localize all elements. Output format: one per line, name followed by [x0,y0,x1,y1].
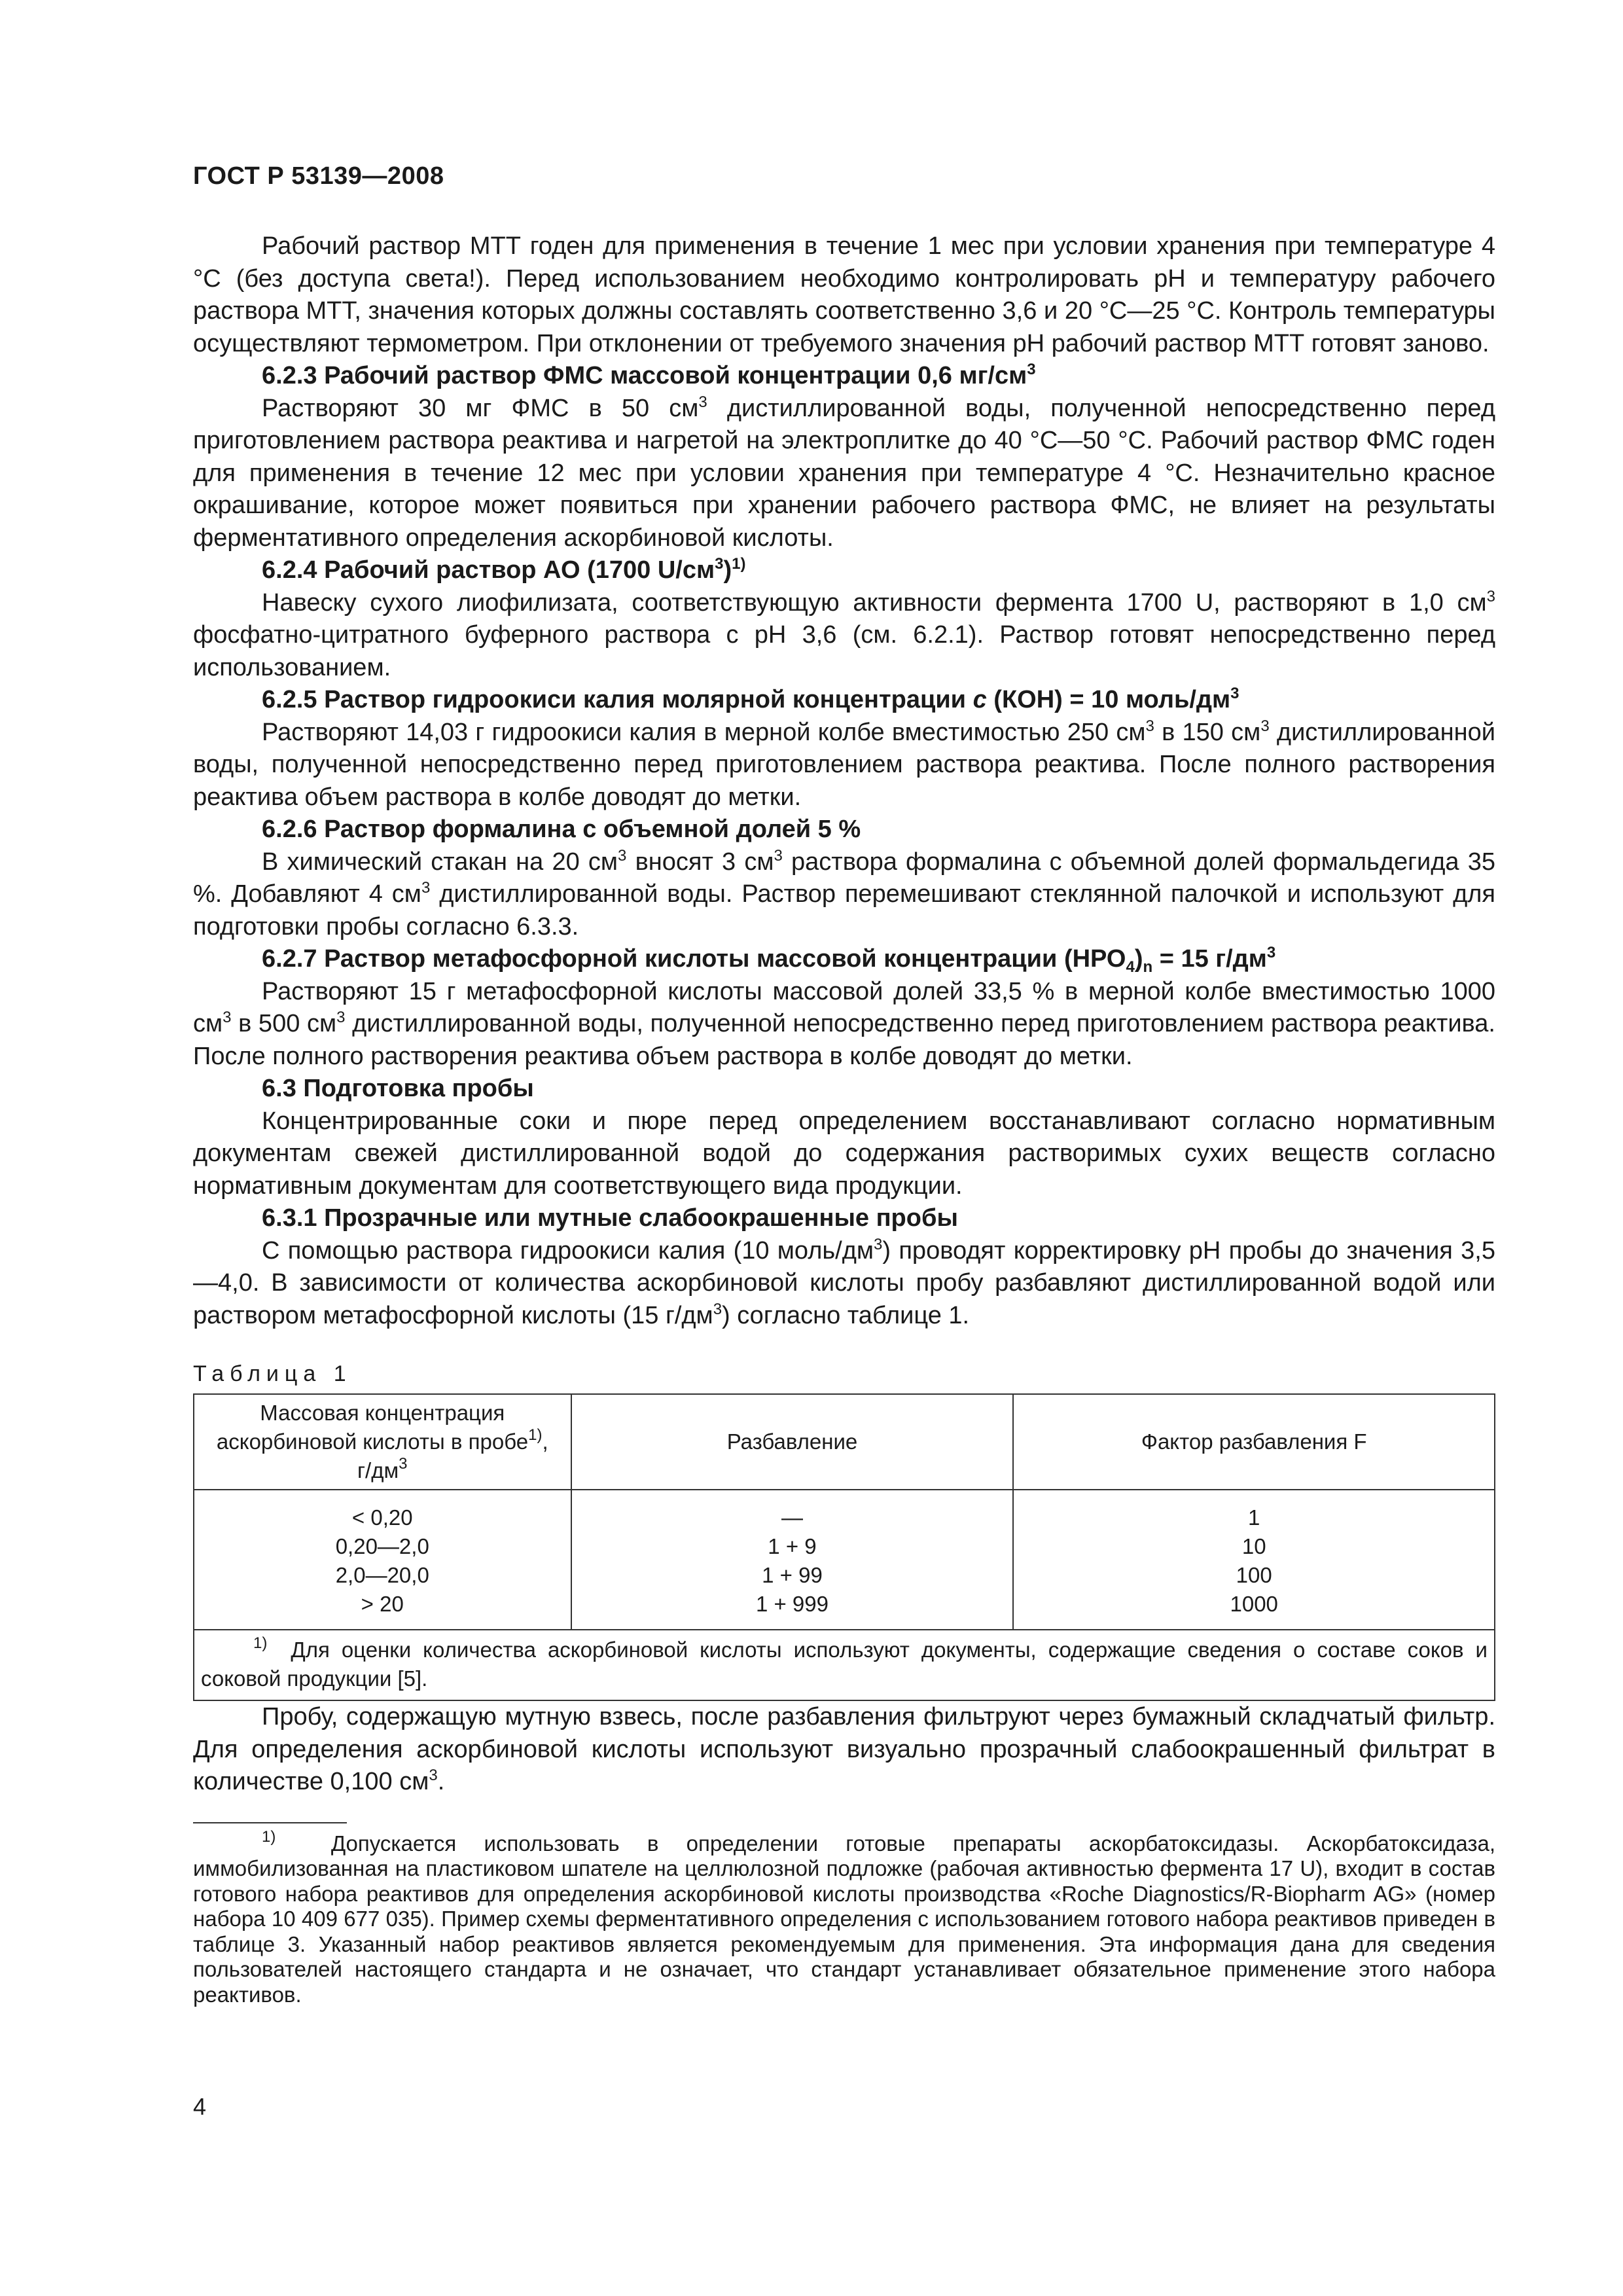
page-number: 4 [193,2093,207,2120]
section-heading-6-3: 6.3 Подготовка пробы [262,1075,534,1102]
table-footnote: $^{1)}$ Для оценки количества аскорбиновой кислоты используют документы, содержащие сведения о составе соков и соковой продукции [5]. [194,1630,1495,1700]
paragraph-filtration: Пробу, содержащую мутную взвесь, после разбавления фильтруют через бумажный складчатый фильтр. Для определения аскорбиновой кислоты используют визуально прозрачный слабоокрашенный фильтрат в количестве 0,100 $см^3$. [193,1703,1495,1795]
section-heading-6-2-7: 6.2.7 Раствор метафосфорной кислоты массовой концентрации $(НРО_4)_n = 15$ $г/дм^3$ [262,944,1276,976]
dilution-factor-values: 1 10 100 1000 [1013,1490,1495,1630]
paragraph-6-3: Концентрированные соки и пюре перед определением восстанавливают согласно нормативным документам свежей дистиллированной водой до содержания растворимых сухих веществ согласно нормативным документам для соответствующего вида продукции. [193,1107,1495,1200]
paragraph-6-3-1: С помощью раствора гидроокиси калия (10 моль/$дм^3$) проводят корректировку pH пробы до значения 3,5—4,0. В зависимости от количества аскорбиновой кислоты пробу разбавляют дистиллированной водой или раствором метафосфорной кислоты (15 $г/дм^3$) согласно таблице 1. [193,1235,1495,1329]
section-heading-6-2-6: 6.2.6 Раствор формалина с объемной долей 5 % [262,816,861,843]
section-heading-6-2-4: 6.2.4 Рабочий раствор АО (1700 $U/см^3)^{1)}$ [262,555,746,584]
paragraph-6-2-7: Растворяют 15 г метафосфорной кислоты массовой долей 33,5 % в мерной колбе вместимостью 1000 $см^3$ в 500 $см^3$ дистиллированной воды, полученной непосредственно перед приготовлением раствора реактива. После полного растворения реактива объем раствора в колбе доводят до метки. [193,977,1495,1070]
paragraph-6-2-3: Растворяют 30 мг ФМС в 50 $см^3$ дистиллированной воды, полученной непосредственно перед приготовлением раствора реактива и нагретой на электроплитке до 40 °С—50 °С. Рабочий раствор ФМС годен для применения в течение 12 мес при условии хранения при температуре 4 °С. Незначительно красное окрашивание, которое может появиться при хранении рабочего раствора ФМС, не влияет на результаты ферментативного определения аскорбиновой кислоты. [193,393,1495,552]
header-dilution-factor: Фактор разбавления F [1013,1394,1495,1490]
page-footnote: $^{1)}$ Допускается использовать в определении готовые препараты аскорбатоксидазы. Аскорбатоксидаза, иммобилизованная на пластиковом шпателе на целлюлозной подложке (рабочая активностью фермента 17 U), входит в состав готового набора реактивов для определения аскорбиновой кислоты производства «Roche Diagnostics/R-Biopharm AG» (номер набора 10 409 677 035). Пример схемы ферментативного определения с использованием готового набора реактивов приведен в таблице 3. Указанный набор реактивов является рекомендуемым для применения. Эта информация дана для сведения пользователей настоящего стандарта и не означает, что стандарт устанавливает обязательное применение этого набора реактивов. [193,1827,1495,2007]
document-code-header: ГОСТ Р 53139—2008 [193,162,444,190]
document-body [193,230,1495,2007]
paragraph-6-2-5: Растворяют 14,03 г гидроокиси калия в мерной колбе вместимостью 250 $см^3$ в 150 $см^3$ дистиллированной воды, полученной непосредственно перед приготовлением раствора реактива. После полного растворения реактива объем раствора в колбе доводят до метки. [193,717,1496,811]
dilution-values: — 1 + 9 1 + 99 1 + 999 [571,1490,1014,1630]
header-dilution: Разбавление [571,1394,1014,1490]
concentration-values: < 0,20 0,20—2,0 2,0—20,0 > 20 [194,1490,571,1630]
paragraph-6-2-6: В химический стакан на 20 $см^3$ вносят 3 $см^3$ раствора формалина с объемной долей формальдегида 35 %. Добавляют 4 $см^3$ дистиллированной воды. Раствор перемешивают стеклянной палочкой и используют для подготовки пробы согласно 6.3.3. [193,846,1496,941]
section-heading-6-2-3: 6.2.3 Рабочий раствор ФМС массовой концентрации 0,6 $мг/см^3$ [262,361,1036,389]
dilution-table [193,1393,1495,1701]
table-footnote-row [194,1630,1495,1700]
section-heading-6-3-1: 6.3.1 Прозрачные или мутные слабоокрашенные пробы [262,1204,958,1232]
paragraph-mtt-storage: Рабочий раствор МТТ годен для применения в течение 1 мес при условии хранения при температуре 4 °С (без доступа света!). Перед использованием необходимо контролировать pH и температуру рабочего раствора МТТ, значения которых должны составлять соответственно 3,6 и 20 °С—25 °С. Контроль температуры осуществляют термометром. При отклонении от требуемого значения pH рабочий раствор МТТ готовят заново. [193,232,1495,357]
header-concentration: Массовая концентрация аскорбиновой кислоты в пробе$^{1)}$, $г/дм^3$ [194,1394,571,1490]
footnote-ref: 1) [732,555,746,573]
paragraph-6-2-4: Навеску сухого лиофилизата, соответствующую активности фермента 1700 U, растворяют в 1,0 $см^3$ фосфатно-цитратного буферного раствора с pH 3,6 (см. 6.2.1). Раствор готовят непосредственно перед использованием. [193,587,1495,681]
table-row [194,1490,1495,1630]
table-caption: Таблица 1 [193,1361,352,1386]
footnote-separator [193,1822,347,1823]
section-heading-6-2-5: 6.2.5 Раствор гидроокиси калия молярной концентрации c (КОН) = 10 моль/$дм^3$ [262,685,1240,713]
table-header-row [194,1394,1495,1490]
